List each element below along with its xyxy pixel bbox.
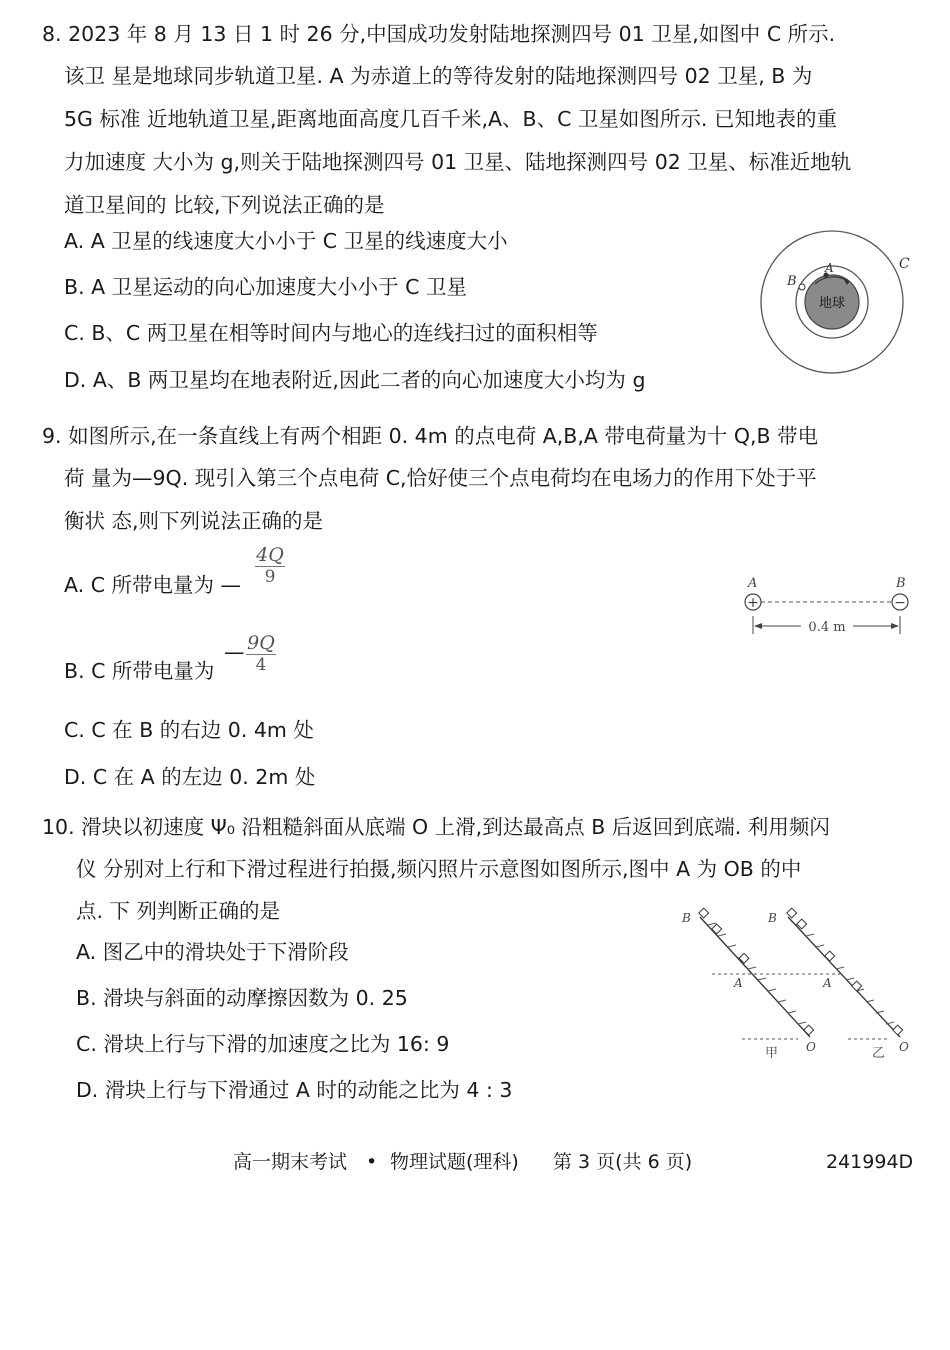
q8-option-c: C. B、C 两卫星在相等时间内与地心的连线扫过的面积相等 [64, 321, 598, 345]
q8-stem-line: 5G 标准 近地轨道卫星,距离地面高度几百千米,A、B、C 卫星如图所示. 已知地表的重 [64, 107, 837, 131]
q10-option-c: C. 滑块上行与下滑的加速度之比为 16: 9 [76, 1032, 450, 1056]
q8-option-d: D. A、B 两卫星均在地表附近,因此二者的向心加速度大小均为 g [64, 368, 646, 392]
incline-surface [700, 917, 810, 1037]
slider-block [787, 908, 797, 918]
q9-option-a-fraction [255, 544, 285, 587]
fraction-numerator: 9Q [247, 632, 275, 654]
slider-block [712, 924, 722, 934]
label-b: B [768, 911, 777, 925]
label-a: A [748, 576, 758, 591]
footer-bullet: • [366, 1151, 378, 1173]
satellite-b [799, 284, 805, 290]
q9-option-b-sign: — [224, 640, 245, 664]
incline-figure [680, 905, 920, 1065]
label-b: B [682, 911, 691, 925]
q10-option-a: A. 图乙中的滑块处于下滑阶段 [76, 940, 349, 964]
q9-option-a: A. C 所带电量为 — [64, 573, 242, 597]
incline-surface [788, 917, 900, 1037]
q8-stem-line: 8. 2023 年 8 月 13 日 1 时 26 分,中国成功发射陆地探测四号 01 卫星,如图中 C 所示. [42, 22, 836, 46]
label-b: B [896, 576, 906, 591]
q8-option-b: B. A 卫星运动的向心加速度大小小于 C 卫星 [64, 275, 467, 299]
slider-block [804, 1025, 814, 1035]
q10-stem-line: 仪 分别对上行和下滑过程进行拍摄,频闪照片示意图如图所示,图中 A 为 OB 的中 [76, 857, 802, 881]
fraction-denominator: 9 [255, 566, 285, 587]
label-c: C [899, 256, 910, 272]
fraction-numerator: 4Q [256, 544, 284, 566]
q10-stem-line: 10. 滑块以初速度 Ψ₀ 沿粗糙斜面从底端 O 上滑,到达最高点 B 后返回到底端. 利用频闪 [42, 815, 830, 839]
slider-block [825, 951, 835, 961]
q9-option-d: D. C 在 A 的左边 0. 2m 处 [64, 765, 316, 789]
caption-left: 甲 [765, 1046, 779, 1061]
q10-option-d: D. 滑块上行与下滑通过 A 时的动能之比为 4 : 3 [76, 1078, 513, 1102]
label-a: A [823, 976, 832, 990]
label-a: A [825, 261, 834, 275]
q9-stem-line: 9. 如图所示,在一条直线上有两个相距 0. 4m 的点电荷 A,B,A 带电荷量为十 Q,B 带电 [42, 424, 819, 448]
label-o: O [899, 1040, 909, 1054]
q8-stem-line: 道卫星间的 比较,下列说法正确的是 [64, 193, 385, 217]
q10-option-b: B. 滑块与斜面的动摩擦因数为 0. 25 [76, 986, 408, 1010]
q10-stem-line: 点. 下 列判断正确的是 [76, 899, 281, 923]
q9-stem-line: 衡状 态,则下列说法正确的是 [64, 509, 324, 533]
q9-option-b-fraction [246, 632, 276, 675]
arrow-left [754, 623, 762, 629]
incline-left [681, 908, 816, 1061]
distance-label: 0.4 m [808, 620, 846, 635]
arrow-right [891, 623, 899, 629]
plus-sign: + [747, 595, 759, 611]
footer-exam: 高一期末考试 [233, 1151, 348, 1173]
label-a: A [734, 976, 743, 990]
earth-label: 地球 [818, 296, 846, 311]
orbit-figure [755, 228, 915, 378]
fraction-denominator: 4 [246, 654, 276, 675]
slider-block [699, 908, 709, 918]
footer-page: 第 3 页(共 6 页) [553, 1151, 693, 1173]
slider-block [893, 1025, 903, 1035]
q8-stem-line: 该卫 星是地球同步轨道卫星. A 为赤道上的等待发射的陆地探测四号 02 卫星, B 为 [64, 64, 813, 88]
footer-code: 241994D [826, 1151, 914, 1173]
caption-right: 乙 [872, 1046, 886, 1061]
minus-sign: − [894, 595, 906, 611]
q9-option-b: B. C 所带电量为 [64, 659, 215, 683]
label-o: O [806, 1040, 816, 1054]
label-b: B [787, 274, 797, 289]
q9-stem-line: 荷 量为—9Q. 现引入第三个点电荷 C,恰好使三个点电荷均在电场力的作用下处于平 [64, 466, 817, 490]
q8-option-a: A. A 卫星的线速度大小小于 C 卫星的线速度大小 [64, 229, 508, 253]
footer-subject: 物理试题(理科) [390, 1151, 519, 1173]
charges-figure [735, 572, 920, 640]
q9-option-c: C. C 在 B 的右边 0. 4m 处 [64, 718, 314, 742]
q8-stem-line: 力加速度 大小为 g,则关于陆地探测四号 01 卫星、陆地探测四号 02 卫星、标准近地轨 [64, 150, 852, 174]
incline-right [767, 908, 909, 1061]
